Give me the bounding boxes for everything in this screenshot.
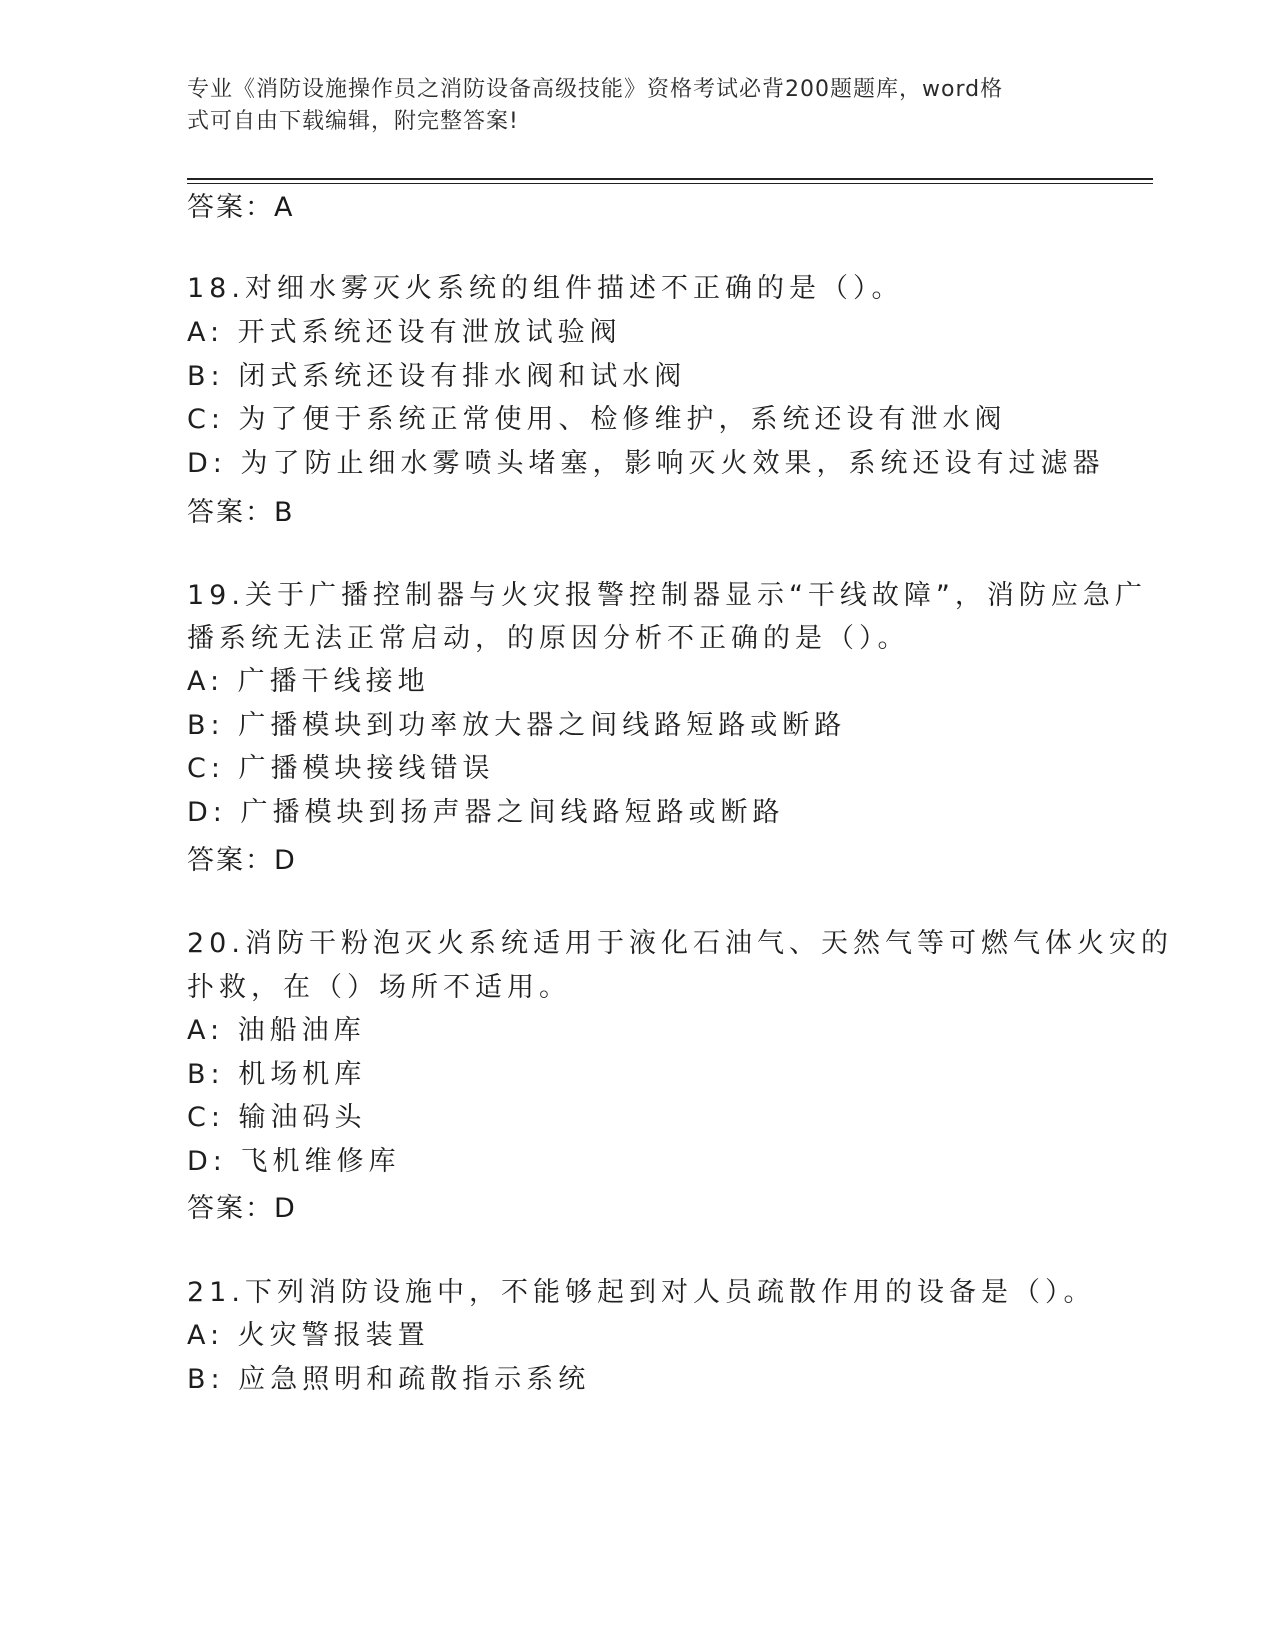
answer-value: D: [274, 845, 295, 876]
question-21-option-a: A: 火灾警报装置: [187, 1320, 430, 1351]
question-19-option-b: B: 广播模块到功率放大器之间线路短路或断路: [187, 710, 847, 741]
answer-label: 答案：: [187, 192, 274, 223]
answer-label: 答案：: [187, 497, 274, 528]
answer-19: [187, 843, 295, 879]
question-19-option-a: A: 广播干线接地: [187, 666, 430, 697]
header-rule-thick: [187, 178, 1153, 180]
answer-label: 答案：: [187, 1193, 274, 1224]
answer-value: A: [274, 192, 293, 223]
question-18-option-d: D: 为了防止细水雾喷头堵塞，影响灭火效果，系统还设有过滤器: [187, 448, 1105, 479]
question-20-option-b: B: 机场机库: [187, 1059, 367, 1090]
header-line-1: 专业《消防设施操作员之消防设备高级技能》资格考试必背200题题库，word格: [187, 77, 1004, 102]
question-19-line-2: 播系统无法正常启动，的原因分析不正确的是（）。: [187, 623, 910, 654]
question-21: 21.下列消防设施中，不能够起到对人员疏散作用的设备是（）。: [187, 1277, 1096, 1308]
question-18: 18.对细水雾灭火系统的组件描述不正确的是（）。: [187, 273, 904, 304]
question-20-option-d: D: 飞机维修库: [187, 1146, 401, 1177]
header-line-2: 式可自由下载编辑，附完整答案!: [187, 109, 519, 134]
question-19-line-1: 19.关于广播控制器与火灾报警控制器显示“干线故障”，消防应急广: [187, 580, 1147, 611]
question-19-option-c: C: 广播模块接线错误: [187, 753, 495, 784]
question-20-line-2: 扑救，在（）场所不适用。: [187, 972, 571, 1003]
question-19-option-d: D: 广播模块到扬声器之间线路短路或断路: [187, 797, 785, 828]
answer-value: B: [274, 497, 293, 528]
answer-value: D: [274, 1193, 295, 1224]
question-18-option-c: C: 为了便于系统正常使用、检修维护，系统还设有泄水阀: [187, 404, 1007, 435]
answer-20: [187, 1191, 295, 1227]
question-20-option-c: C: 输油码头: [187, 1102, 367, 1133]
answer-label: 答案：: [187, 845, 274, 876]
answer-17: [187, 190, 292, 226]
question-18-option-a: A: 开式系统还设有泄放试验阀: [187, 317, 622, 348]
question-20-option-a: A: 油船油库: [187, 1015, 366, 1046]
answer-18: [187, 495, 293, 531]
question-18-option-b: B: 闭式系统还设有排水阀和试水阀: [187, 361, 687, 392]
document-header: [187, 74, 1067, 138]
question-21-option-b: B: 应急照明和疏散指示系统: [187, 1364, 591, 1395]
header-rule-thin: [187, 183, 1153, 184]
question-20-line-1: 20.消防干粉泡灭火系统适用于液化石油气、天然气等可燃气体火灾的: [187, 928, 1173, 959]
